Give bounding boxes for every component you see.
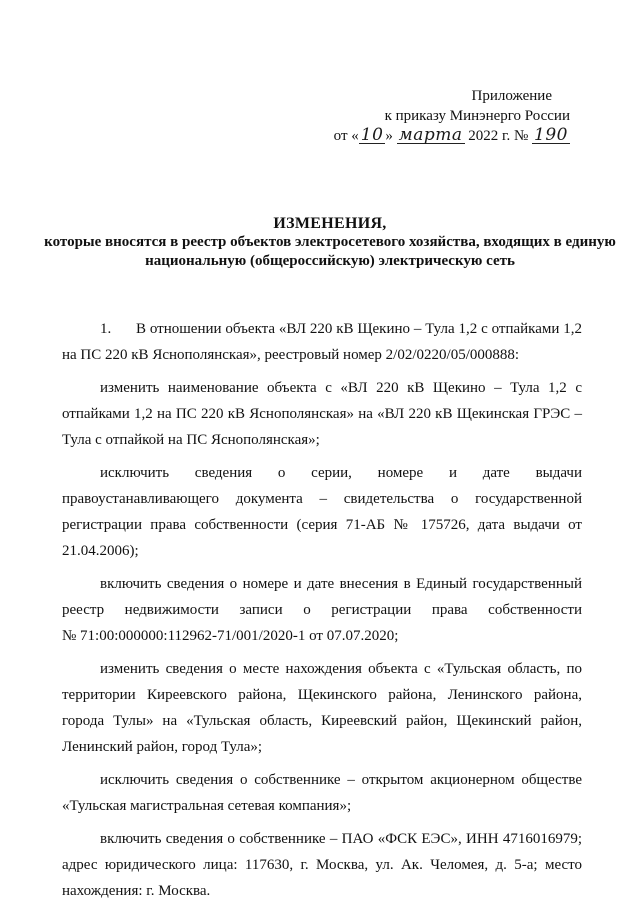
- item-intro: В отношении объекта «ВЛ 220 кВ Щекино – Тула 1,2 с отпайками 1,2 на ПС 220 кВ Яснополянская», реестровый номер 2/02/0220/05/000888:: [62, 321, 582, 363]
- paragraph-exclude-owner: исключить сведения о собственнике – открытом акционерном обществе «Тульская магистральная сетевая компания»;: [62, 772, 582, 814]
- paragraph-registry-number: № 71:00:000000:112962-71/001/2020-1 от 07.07.2020;: [62, 628, 399, 644]
- appendix-date-line: [310, 126, 570, 146]
- date-year: 2022 г. №: [468, 128, 529, 144]
- date-prefix: от «: [333, 128, 359, 144]
- appendix-header: [310, 86, 570, 146]
- document-body: [62, 316, 582, 911]
- title-subtitle: которые вносятся в реестр объектов электросетевого хозяйства, входящих в единую национальную (общероссийскую) электрическую сеть: [44, 234, 616, 269]
- appendix-label: Приложение: [471, 88, 552, 104]
- paragraph-rename: изменить наименование объекта с «ВЛ 220 кВ Щекино – Тула 1,2 с отпайками 1,2 на ПС 220 кВ Яснополянская» на «ВЛ 220 кВ Щекинская ГРЭС – Тула с отпайкой на ПС Яснополянская»;: [62, 380, 582, 448]
- item-number: 1.: [100, 321, 112, 337]
- item-1: [62, 316, 582, 368]
- paragraph-include-registry: включить сведения о номере и дате внесения в Единый государственный реестр недвижимости записи о регистрации права собственности: [62, 576, 582, 618]
- paragraph-exclude-certificate: исключить сведения о серии, номере и дате выдачи правоустанавливающего документа – свидетельства о государственной регистрации права собственности (серия 71-АБ № 175726, дата выдачи от 21.04.2006);: [62, 465, 582, 559]
- handwritten-day: 10: [360, 125, 384, 145]
- title-main: ИЗМЕНЕНИЯ,: [273, 215, 387, 232]
- paragraph-location: изменить сведения о месте нахождения объекта с «Тульская область, по территории Киреевского района, Щекинского района, Ленинского района, города Тулы» на «Тульская область, Киреевский район, Щекинский район, Ленинский район, город Тула»;: [62, 661, 582, 755]
- handwritten-month: марта: [398, 125, 463, 145]
- handwritten-order-number: 190: [534, 125, 568, 145]
- date-mid: »: [385, 128, 393, 144]
- paragraph-include-owner: включить сведения о собственнике – ПАО «ФСК ЕЭС», ИНН 4716016979; адрес юридического лица: 117630, г. Москва, ул. Ак. Челомея, д. 5-а; место нахождения: г. Москва.: [62, 831, 582, 899]
- document-title: [40, 214, 620, 271]
- appendix-order-ref: к приказу Минэнерго России: [384, 108, 570, 124]
